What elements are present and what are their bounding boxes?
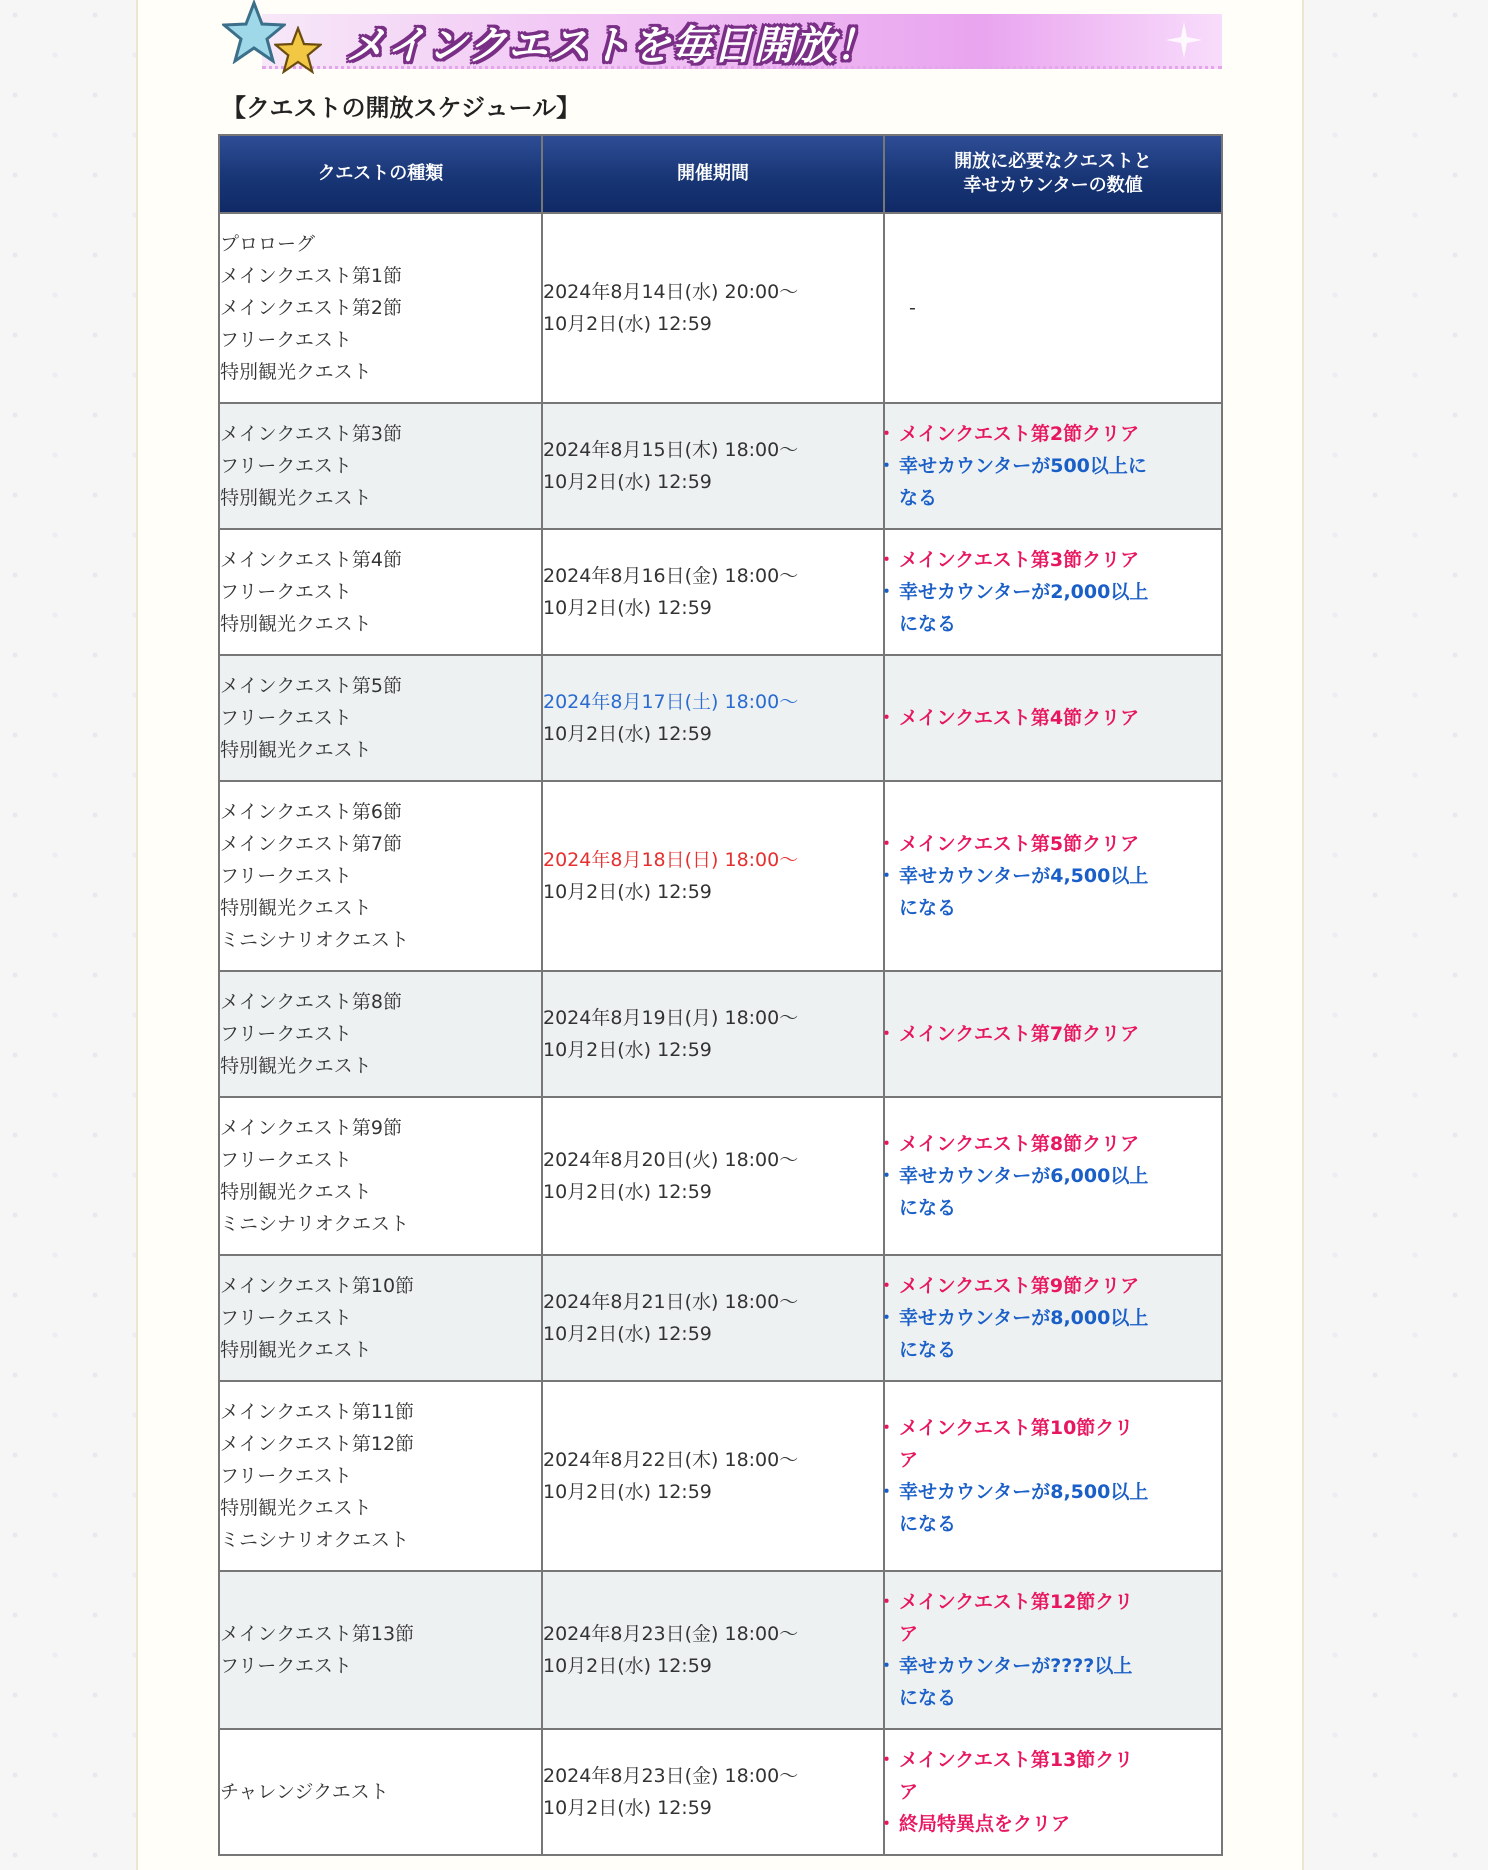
- requirement-line: ・ メインクエスト第2節クリア: [899, 423, 1140, 445]
- quest-requirement: [885, 1744, 1221, 1808]
- period-end: 10月2日(水) 12:59: [543, 1655, 712, 1677]
- quest-type: 特別観光クエスト: [220, 361, 372, 383]
- requirements-cell: [884, 781, 1222, 971]
- quest-type: 特別観光クエスト: [220, 1181, 372, 1203]
- no-requirement: -: [909, 297, 916, 319]
- table-row: [219, 971, 1222, 1097]
- requirement-line: ・ メインクエスト第13節クリ: [899, 1749, 1134, 1771]
- requirement-line: ・ 終局特異点をクリア: [899, 1813, 1071, 1835]
- requirement-line: ・ 幸せカウンターが4,500以上: [899, 865, 1149, 887]
- quest-requirement: [885, 828, 1221, 860]
- quest-requirement: [885, 702, 1221, 734]
- requirements-cell: [884, 1097, 1222, 1255]
- counter-requirement: [885, 576, 1221, 640]
- quest-type: フリークエスト: [220, 1465, 352, 1487]
- requirement-line: なる: [899, 487, 938, 509]
- requirement-line: になる: [899, 1197, 957, 1219]
- period-cell: [542, 655, 884, 781]
- period-cell: [542, 1571, 884, 1729]
- quest-type: メインクエスト第2節: [220, 297, 402, 319]
- quest-type: メインクエスト第9節: [220, 1117, 402, 1139]
- quest-types-cell: [219, 655, 542, 781]
- quest-type: メインクエスト第5節: [220, 675, 402, 697]
- period-cell: [542, 1255, 884, 1381]
- quest-types-cell: [219, 1097, 542, 1255]
- requirements-cell: [884, 1571, 1222, 1729]
- period-end: 10月2日(水) 12:59: [543, 1323, 712, 1345]
- period-start: 2024年8月23日(金) 18:00〜: [543, 1765, 799, 1787]
- table-row: [219, 1255, 1222, 1381]
- quest-requirement: [885, 1270, 1221, 1302]
- quest-type: メインクエスト第3節: [220, 423, 402, 445]
- quest-type: プロローグ: [220, 233, 316, 255]
- requirement-line: ・ 幸せカウンターが6,000以上: [899, 1165, 1149, 1187]
- period-start: 2024年8月21日(水) 18:00〜: [543, 1291, 799, 1313]
- counter-requirement: [885, 1160, 1221, 1224]
- period-start: 2024年8月14日(水) 20:00〜: [543, 281, 799, 303]
- quest-requirement: [885, 1128, 1221, 1160]
- period-cell: [542, 403, 884, 529]
- quest-type: フリークエスト: [220, 1149, 352, 1171]
- period-start: 2024年8月18日(日) 18:00〜: [543, 849, 799, 871]
- header-requirements-line: 開放に必要なクエストと: [954, 151, 1152, 172]
- quest-type: メインクエスト第7節: [220, 833, 402, 855]
- quest-type: メインクエスト第6節: [220, 801, 402, 823]
- period-cell: [542, 1381, 884, 1571]
- requirement-line: ・ メインクエスト第3節クリア: [899, 549, 1140, 571]
- requirement-line: ア: [899, 1449, 919, 1471]
- header-quest-type: クエストの種類: [219, 135, 542, 213]
- quest-type: メインクエスト第4節: [220, 549, 402, 571]
- requirement-line: になる: [899, 613, 957, 635]
- banner-title: メインクエストを毎日開放！: [346, 23, 877, 69]
- quest-type: 特別観光クエスト: [220, 1339, 372, 1361]
- quest-type: メインクエスト第1節: [220, 265, 402, 287]
- quest-requirement: [885, 1808, 1221, 1840]
- requirement-line: ・ メインクエスト第10節クリ: [899, 1417, 1134, 1439]
- period-end: 10月2日(水) 12:59: [543, 1039, 712, 1061]
- table-row: [219, 781, 1222, 971]
- period-cell: [542, 971, 884, 1097]
- requirement-line: ・ メインクエスト第4節クリア: [899, 707, 1140, 729]
- requirement-line: ア: [899, 1623, 919, 1645]
- header-requirements-line: 幸せカウンターの数値: [963, 175, 1143, 196]
- period-start: 2024年8月16日(金) 18:00〜: [543, 565, 799, 587]
- period-start: 2024年8月19日(月) 18:00〜: [543, 1007, 799, 1029]
- period-cell: [542, 1097, 884, 1255]
- quest-type: チャレンジクエスト: [220, 1781, 389, 1803]
- requirement-line: ・ メインクエスト第8節クリア: [899, 1133, 1140, 1155]
- requirement-line: ・ 幸せカウンターが500以上に: [899, 455, 1147, 477]
- quest-type: フリークエスト: [220, 329, 352, 351]
- period-cell: [542, 213, 884, 403]
- counter-requirement: [885, 1650, 1221, 1714]
- quest-type: フリークエスト: [220, 865, 352, 887]
- section-title: 【クエストの開放スケジュール】: [222, 94, 581, 122]
- quest-type: メインクエスト第12節: [220, 1433, 415, 1455]
- content-panel: [136, 0, 1304, 1870]
- banner: [222, 0, 1222, 78]
- quest-requirement: [885, 1586, 1221, 1650]
- quest-types-cell: [219, 1729, 542, 1855]
- quest-type: 特別観光クエスト: [220, 1497, 372, 1519]
- period-cell: [542, 781, 884, 971]
- requirements-cell: [884, 1729, 1222, 1855]
- quest-type: 特別観光クエスト: [220, 613, 372, 635]
- requirement-line: ・ メインクエスト第12節クリ: [899, 1591, 1134, 1613]
- period-cell: [542, 1729, 884, 1855]
- table-row: [219, 1381, 1222, 1571]
- table-header-row: [219, 135, 1222, 213]
- period-end: 10月2日(水) 12:59: [543, 313, 712, 335]
- requirement-line: ・ 幸せカウンターが2,000以上: [899, 581, 1149, 603]
- period-end: 10月2日(水) 12:59: [543, 471, 712, 493]
- table-row: [219, 403, 1222, 529]
- star-icon: [274, 26, 322, 74]
- quest-types-cell: [219, 529, 542, 655]
- header-requirements: [884, 135, 1222, 213]
- quest-type: ミニシナリオクエスト: [220, 1213, 410, 1235]
- requirements-cell: [884, 213, 1222, 403]
- requirement-line: ・ 幸せカウンターが8,000以上: [899, 1307, 1149, 1329]
- requirement-line: ・ メインクエスト第9節クリア: [899, 1275, 1140, 1297]
- requirements-cell: [884, 655, 1222, 781]
- period-cell: [542, 529, 884, 655]
- period-end: 10月2日(水) 12:59: [543, 597, 712, 619]
- requirement-line: になる: [899, 1339, 957, 1361]
- quest-types-cell: [219, 971, 542, 1097]
- requirements-cell: [884, 1381, 1222, 1571]
- quest-type: メインクエスト第11節: [220, 1401, 415, 1423]
- quest-type: フリークエスト: [220, 455, 352, 477]
- quest-types-cell: [219, 1381, 542, 1571]
- period-start: 2024年8月15日(木) 18:00〜: [543, 439, 799, 461]
- quest-types-cell: [219, 781, 542, 971]
- requirement-line: ・ メインクエスト第7節クリア: [899, 1023, 1140, 1045]
- requirements-cell: [884, 1255, 1222, 1381]
- table-row: [219, 529, 1222, 655]
- period-end: 10月2日(水) 12:59: [543, 1181, 712, 1203]
- requirement-line: ア: [899, 1781, 919, 1803]
- quest-types-cell: [219, 213, 542, 403]
- quest-type: メインクエスト第13節: [220, 1623, 415, 1645]
- period-start: 2024年8月22日(木) 18:00〜: [543, 1449, 799, 1471]
- quest-type: 特別観光クエスト: [220, 739, 372, 761]
- quest-types-cell: [219, 1255, 542, 1381]
- quest-type: フリークエスト: [220, 1307, 352, 1329]
- quest-type: メインクエスト第8節: [220, 991, 402, 1013]
- period-start: 2024年8月17日(土) 18:00〜: [543, 691, 799, 713]
- requirement-line: ・ 幸せカウンターが????以上: [899, 1655, 1133, 1677]
- quest-types-cell: [219, 1571, 542, 1729]
- counter-requirement: [885, 450, 1221, 514]
- period-end: 10月2日(水) 12:59: [543, 1797, 712, 1819]
- counter-requirement: [885, 860, 1221, 924]
- quest-requirement: [885, 544, 1221, 576]
- period-end: 10月2日(水) 12:59: [543, 881, 712, 903]
- quest-type: ミニシナリオクエスト: [220, 929, 410, 951]
- requirement-line: ・ メインクエスト第5節クリア: [899, 833, 1140, 855]
- quest-type: フリークエスト: [220, 707, 352, 729]
- quest-type: フリークエスト: [220, 581, 352, 603]
- quest-requirement: [885, 418, 1221, 450]
- period-end: 10月2日(水) 12:59: [543, 1481, 712, 1503]
- requirements-cell: [884, 971, 1222, 1097]
- requirement-line: になる: [899, 1513, 957, 1535]
- quest-type: ミニシナリオクエスト: [220, 1529, 410, 1551]
- quest-type: 特別観光クエスト: [220, 897, 372, 919]
- counter-requirement: [885, 1302, 1221, 1366]
- requirement-line: になる: [899, 1687, 957, 1709]
- schedule-table: [218, 134, 1223, 1856]
- period-end: 10月2日(水) 12:59: [543, 723, 712, 745]
- quest-type: 特別観光クエスト: [220, 1055, 372, 1077]
- quest-requirement: [885, 1412, 1221, 1476]
- table-row: [219, 655, 1222, 781]
- quest-type: フリークエスト: [220, 1655, 352, 1677]
- sparkle-icon: [1166, 22, 1202, 58]
- requirements-cell: [884, 403, 1222, 529]
- table-row: [219, 1571, 1222, 1729]
- table-row: [219, 1729, 1222, 1855]
- requirement-line: になる: [899, 897, 957, 919]
- quest-types-cell: [219, 403, 542, 529]
- period-start: 2024年8月20日(火) 18:00〜: [543, 1149, 799, 1171]
- table-row: [219, 1097, 1222, 1255]
- header-period: 開催期間: [542, 135, 884, 213]
- requirement-line: ・ 幸せカウンターが8,500以上: [899, 1481, 1149, 1503]
- requirements-cell: [884, 529, 1222, 655]
- quest-requirement: [885, 1018, 1221, 1050]
- counter-requirement: [885, 1476, 1221, 1540]
- table-row: [219, 213, 1222, 403]
- period-start: 2024年8月23日(金) 18:00〜: [543, 1623, 799, 1645]
- quest-type: フリークエスト: [220, 1023, 352, 1045]
- quest-type: メインクエスト第10節: [220, 1275, 415, 1297]
- quest-type: 特別観光クエスト: [220, 487, 372, 509]
